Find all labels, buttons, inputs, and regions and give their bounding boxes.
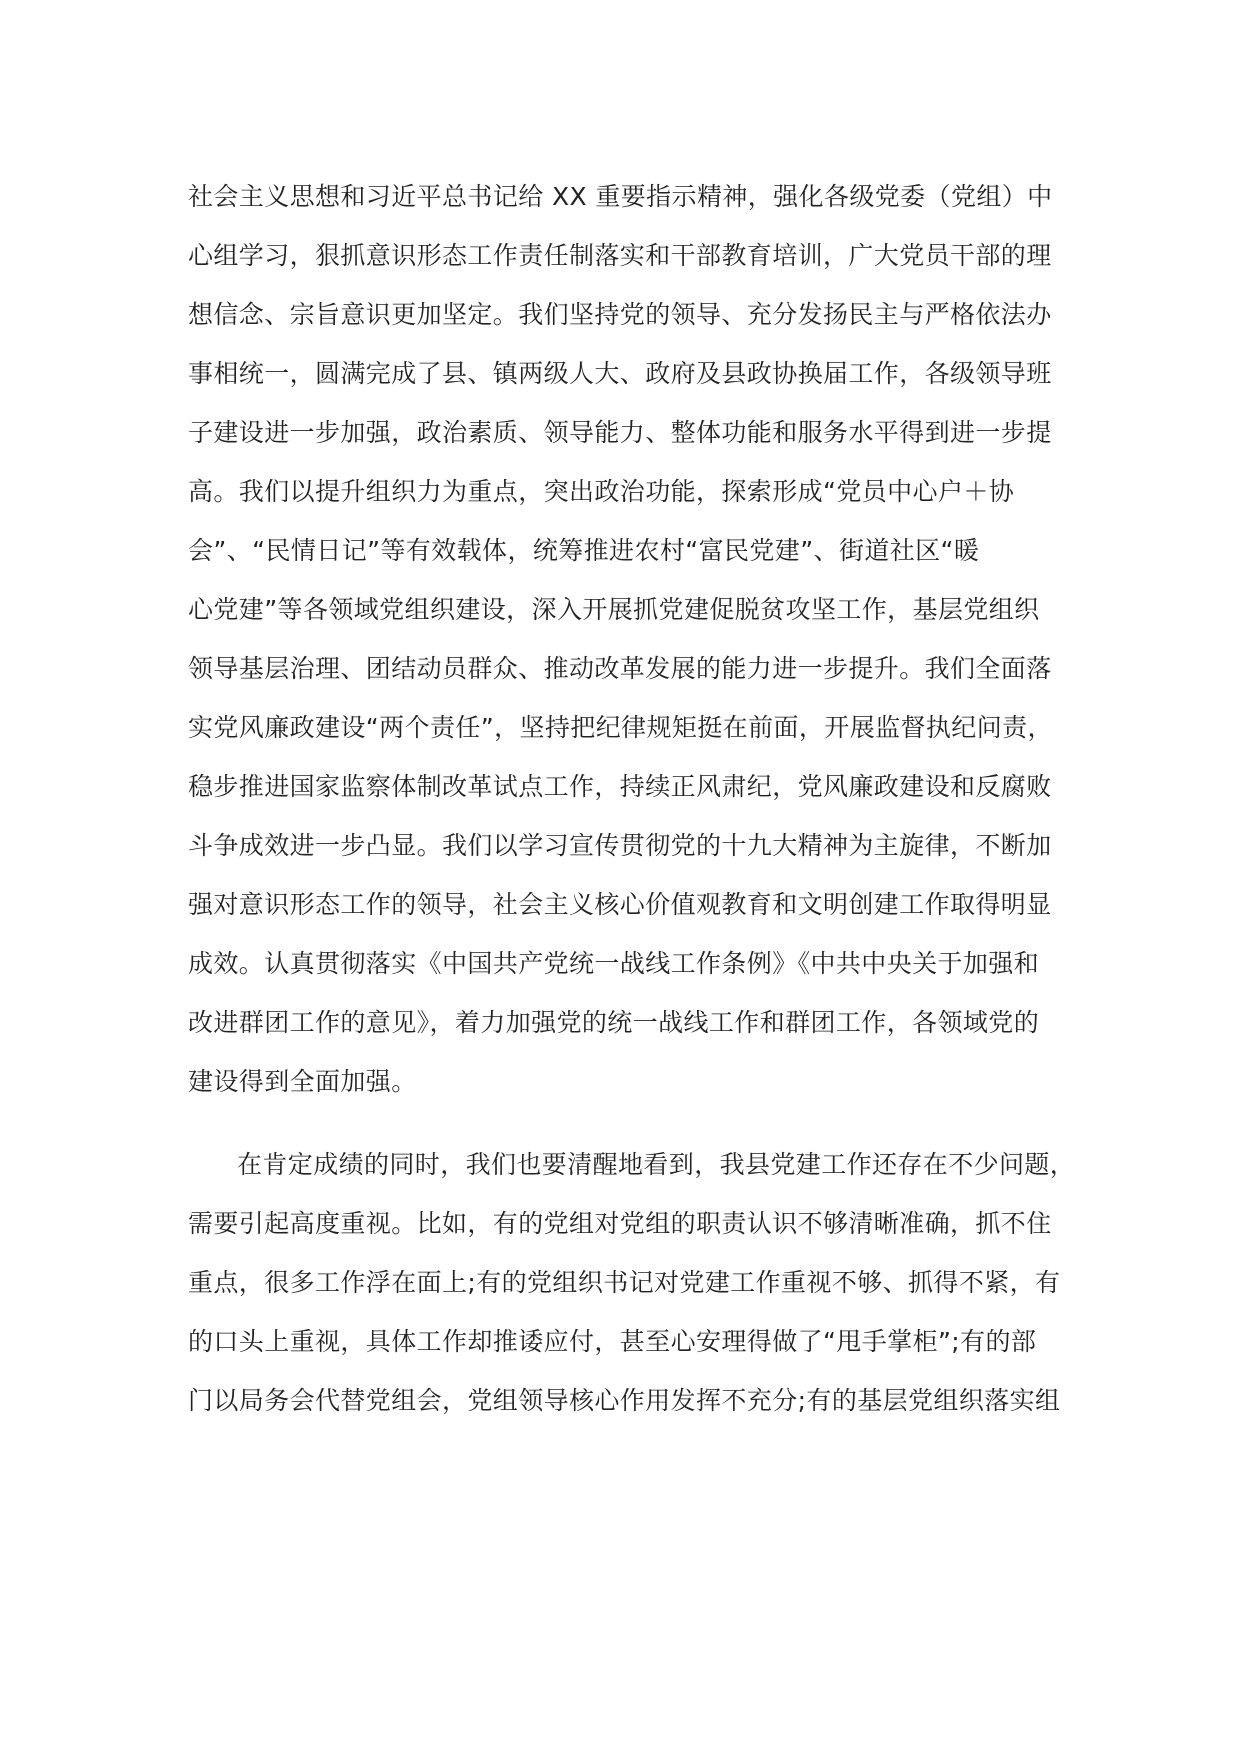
paragraph-2-line-3: 重点，很多工作浮在面上;有的党组织书记对党建工作重视不够、抓得不紧，有	[188, 1268, 1061, 1297]
paragraph-1-line-9: 领导基层治理、团结动员群众、推动改革发展的能力进一步提升。我们全面落	[188, 654, 1052, 683]
paragraph-1-line-2: 心组学习，狠抓意识形态工作责任制落实和干部教育培训，广大党员干部的理	[188, 241, 1052, 270]
paragraph-1-line-6: 高。我们以提升组织力为重点，突出政治功能，探索形成“党员中心户＋协	[188, 477, 1015, 506]
paragraph-1-line-3: 想信念、宗旨意识更加坚定。我们坚持党的领导、充分发扬民主与严格依法办	[188, 300, 1052, 329]
paragraph-1-line-11: 稳步推进国家监察体制改革试点工作，持续正风肃纪，党风廉政建设和反腐败	[188, 772, 1052, 801]
paragraph-1-line-10: 实党风廉政建设“两个责任”，坚持把纪律规矩挺在前面，开展监督执纪问责，	[188, 713, 1053, 742]
paragraph-1-line-4: 事相统一，圆满完成了县、镇两级人大、政府及县政协换届工作，各级领导班	[188, 359, 1052, 388]
paragraph-1-line-16: 建设得到全面加强。	[188, 1067, 417, 1096]
paragraph-1-line-5: 子建设进一步加强，政治素质、领导能力、整体功能和服务水平得到进一步提	[188, 418, 1052, 447]
paragraph-1-line-1: 社会主义思想和习近平总书记给 XX 重要指示精神，强化各级党委（党组）中	[188, 182, 1053, 211]
paragraph-2-line-4: 的口头上重视，具体工作却推诿应付，甚至心安理得做了“甩手掌柜”;有的部	[188, 1327, 1037, 1356]
paragraph-1-line-15: 改进群团工作的意见》，着力加强党的统一战线工作和群团工作，各领域党的	[188, 1008, 1040, 1037]
paragraph-2-line-2: 需要引起高度重视。比如，有的党组对党组的职责认识不够清晰准确，抓不住	[188, 1209, 1052, 1238]
paragraph-1-line-14: 成效。认真贯彻落实《中国共产党统一战线工作条例》《中共中央关于加强和	[188, 949, 1040, 978]
paragraph-1-line-8: 心党建”等各领域党组织建设，深入开展抓党建促脱贫攻坚工作，基层党组织	[188, 595, 1040, 624]
paragraph-1-line-12: 斗争成效进一步凸显。我们以学习宣传贯彻党的十九大精神为主旋律，不断加	[188, 831, 1052, 860]
paragraph-2-line-1: 在肯定成绩的同时，我们也要清醒地看到，我县党建工作还存在不少问题，	[237, 1150, 1076, 1179]
paragraph-2-line-5: 门以局务会代替党组会，党组领导核心作用发挥不充分;有的基层党组织落实组	[188, 1386, 1061, 1415]
paragraph-1-line-7: 会”、“民情日记”等有效载体，统筹推进农村“富民党建”、街道社区“暖	[188, 536, 980, 565]
paragraph-1-line-13: 强对意识形态工作的领导，社会主义核心价值观教育和文明创建工作取得明显	[188, 890, 1052, 919]
